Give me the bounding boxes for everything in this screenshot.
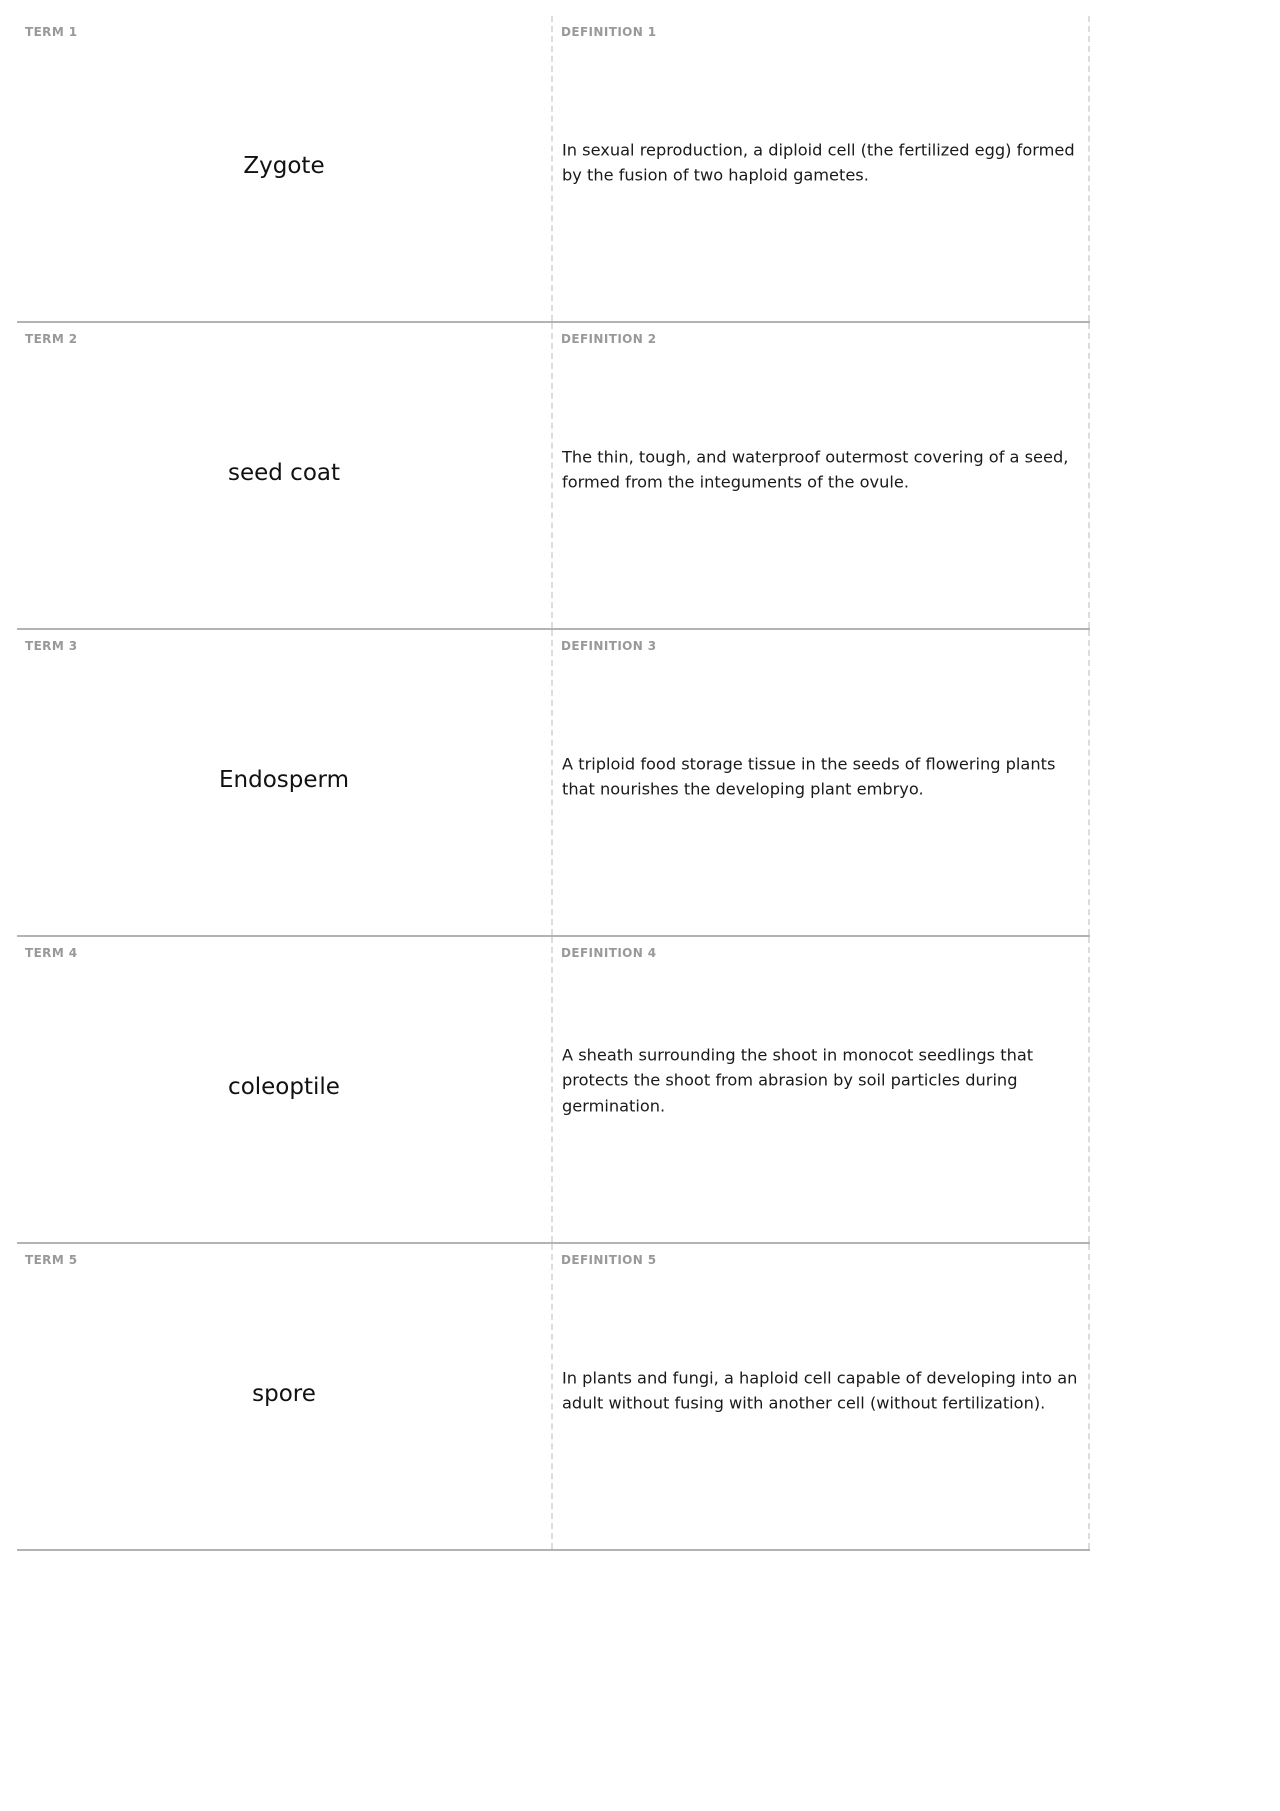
definition-label: DEFINITION 4 <box>561 946 657 960</box>
definition-card <box>553 1244 1090 1549</box>
term-text: Zygote <box>243 152 325 179</box>
term-card <box>17 16 553 321</box>
card-row <box>17 323 1090 630</box>
term-label: TERM 4 <box>25 946 78 960</box>
definition-text: In sexual reproduction, a diploid cell (the fertilized egg) formed by the fusion of two haploid gametes. <box>562 139 1075 185</box>
card-row <box>17 630 1090 937</box>
term-label: TERM 3 <box>25 639 78 653</box>
flashcard-sheet <box>17 16 1090 1551</box>
definition-card <box>553 323 1090 628</box>
term-text: coleoptile <box>228 1073 340 1100</box>
definition-text: A triploid food storage tissue in the seeds of flowering plants that nourishes the developing plant embryo. <box>562 753 1056 799</box>
term-card <box>17 1244 553 1549</box>
term-label: TERM 1 <box>25 25 78 39</box>
definition-text: A sheath surrounding the shoot in monocot seedlings that protects the shoot from abrasion by soil particles during germination. <box>562 1045 1034 1116</box>
definition-label: DEFINITION 2 <box>561 332 657 346</box>
definition-label: DEFINITION 1 <box>561 25 657 39</box>
term-label: TERM 2 <box>25 332 78 346</box>
definition-text: The thin, tough, and waterproof outermost covering of a seed, formed from the integuments of the ovule. <box>562 446 1069 492</box>
definition-label: DEFINITION 5 <box>561 1253 657 1267</box>
definition-card <box>553 16 1090 321</box>
term-text: Endosperm <box>219 766 349 793</box>
term-card <box>17 630 553 935</box>
definition-label: DEFINITION 3 <box>561 639 657 653</box>
term-text: spore <box>252 1380 316 1407</box>
definition-text: In plants and fungi, a haploid cell capable of developing into an adult without fusing with another cell (without fertilization). <box>562 1367 1078 1413</box>
term-label: TERM 5 <box>25 1253 78 1267</box>
definition-card <box>553 937 1090 1242</box>
card-row <box>17 16 1090 323</box>
term-text: seed coat <box>227 459 341 486</box>
card-row <box>17 937 1090 1244</box>
definition-card <box>553 630 1090 935</box>
term-card <box>17 323 553 628</box>
card-row <box>17 1244 1090 1551</box>
term-card <box>17 937 553 1242</box>
